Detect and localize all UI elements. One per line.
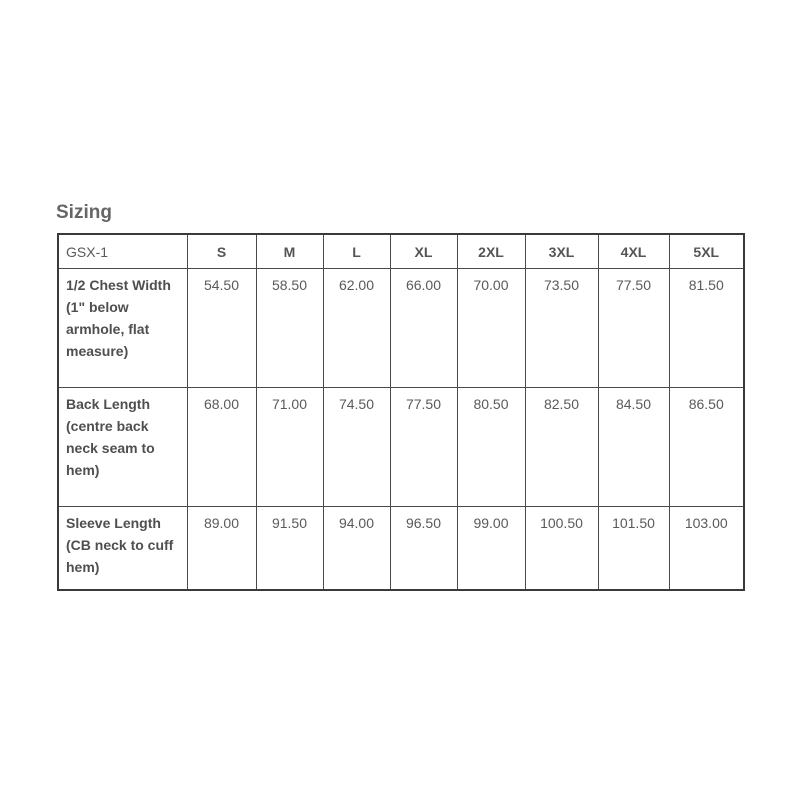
size-header-l: L xyxy=(323,234,390,269)
table-cell: 77.50 xyxy=(390,388,457,507)
table-cell: 66.00 xyxy=(390,269,457,388)
table-cell: 74.50 xyxy=(323,388,390,507)
style-code: GSX-1 xyxy=(58,234,187,269)
table-cell: 81.50 xyxy=(669,269,744,388)
size-header-3xl: 3XL xyxy=(525,234,598,269)
size-header-xl: XL xyxy=(390,234,457,269)
table-cell: 77.50 xyxy=(598,269,669,388)
size-header-5xl: 5XL xyxy=(669,234,744,269)
table-cell: 94.00 xyxy=(323,507,390,591)
size-header-4xl: 4XL xyxy=(598,234,669,269)
row-label-back-length: Back Length (centre back neck seam to hem) xyxy=(58,388,187,507)
row-label-chest-width: 1/2 Chest Width (1" below armhole, flat measure) xyxy=(58,269,187,388)
table-cell: 62.00 xyxy=(323,269,390,388)
table-cell: 71.00 xyxy=(256,388,323,507)
table-cell: 82.50 xyxy=(525,388,598,507)
size-header-s: S xyxy=(187,234,256,269)
table-cell: 80.50 xyxy=(457,388,525,507)
table-cell: 91.50 xyxy=(256,507,323,591)
table-cell: 54.50 xyxy=(187,269,256,388)
size-header-m: M xyxy=(256,234,323,269)
table-cell: 84.50 xyxy=(598,388,669,507)
table-row-back-length xyxy=(58,388,744,507)
table-cell: 96.50 xyxy=(390,507,457,591)
table-cell: 58.50 xyxy=(256,269,323,388)
table-cell: 99.00 xyxy=(457,507,525,591)
table-cell: 103.00 xyxy=(669,507,744,591)
table-cell: 100.50 xyxy=(525,507,598,591)
page-title: Sizing xyxy=(56,202,112,223)
table-cell: 89.00 xyxy=(187,507,256,591)
table-row-chest-width xyxy=(58,269,744,388)
sizing-table xyxy=(57,233,745,591)
table-cell: 68.00 xyxy=(187,388,256,507)
table-cell: 70.00 xyxy=(457,269,525,388)
size-header-2xl: 2XL xyxy=(457,234,525,269)
table-cell: 86.50 xyxy=(669,388,744,507)
header-row xyxy=(58,234,744,269)
row-label-sleeve-length: Sleeve Length (CB neck to cuff hem) xyxy=(58,507,187,591)
table-cell: 73.50 xyxy=(525,269,598,388)
table-cell: 101.50 xyxy=(598,507,669,591)
table-row-sleeve-length xyxy=(58,507,744,591)
